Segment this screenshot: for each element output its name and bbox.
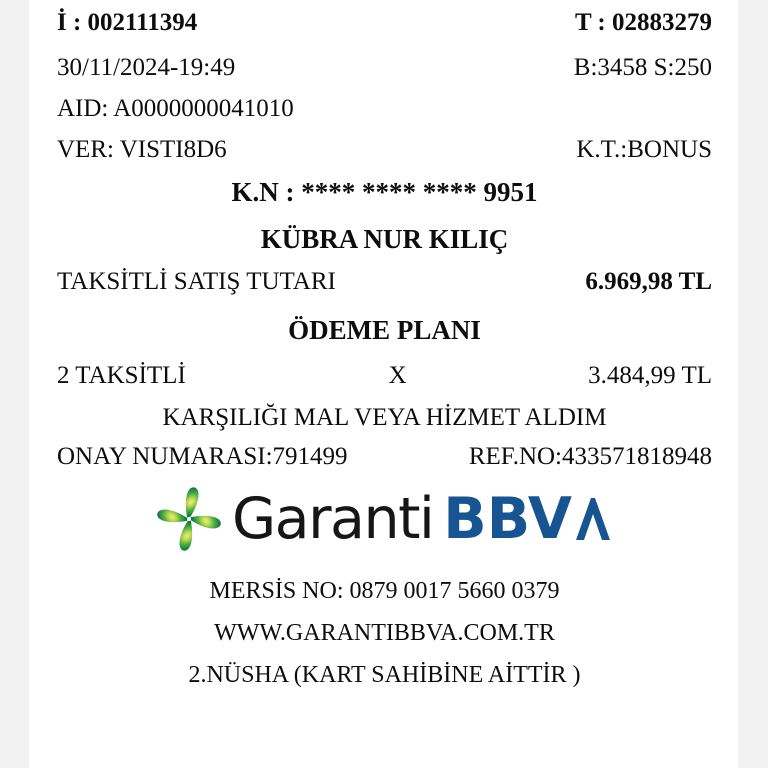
goods-received-notice: KARŞILIĞI MAL VEYA HİZMET ALDIM [162,404,607,431]
installment-total-label: TAKSİTLİ SATIŞ TUTARI [57,268,336,295]
garanti-clover-icon [156,487,222,551]
garanti-bbva-logo [57,482,712,556]
approval-number: ONAY NUMARASI:791499 [57,443,348,470]
installment-total-amount: 6.969,98 TL [585,268,712,295]
approval-row [57,437,712,477]
installment-count: 2 TAKSİTLİ [57,362,186,389]
card-type-value: K.T.:BONUS [576,136,712,163]
multiplier-symbol: X [388,362,407,389]
installment-amount: 3.484,99 TL [588,362,712,389]
copy-notice: 2.NÜSHA (KART SAHİBİNE AİTTİR ) [188,662,581,688]
logo-inner [156,487,613,551]
mersis-number: MERSİS NO: 0879 0017 5660 0379 [209,578,560,604]
bbva-wordmark [443,485,613,552]
payment-plan-title: ÖDEME PLANI [288,315,481,345]
batch-sequence: B:3458 S:250 [573,54,712,81]
card-number: K.N : **** **** **** 9951 [231,177,538,207]
version-row [57,130,712,170]
installment-detail-row [57,356,712,396]
aid-row [57,89,712,129]
cardholder-name: KÜBRA NUR KILIÇ [260,224,509,254]
transaction-id-row [57,3,712,43]
installment-total-row [57,262,712,302]
receipt-card [29,0,738,768]
website-url: WWW.GARANTIBBVA.COM.TR [214,620,555,646]
bbva-chevron-a-icon [573,498,613,540]
garanti-wordmark: Garanti [232,485,434,552]
aid-value: AID: A0000000041010 [57,95,294,122]
transaction-datetime: 30/11/2024-19:49 [57,54,236,81]
transaction-id-label: İ : 002111394 [57,9,198,36]
terminal-id-label: T : 02883279 [574,9,712,36]
version-value: VER: VISTI8D6 [57,136,227,163]
bbva-letters: BBV [443,485,572,552]
reference-number: REF.NO:433571818948 [468,443,712,470]
datetime-row [57,48,712,88]
